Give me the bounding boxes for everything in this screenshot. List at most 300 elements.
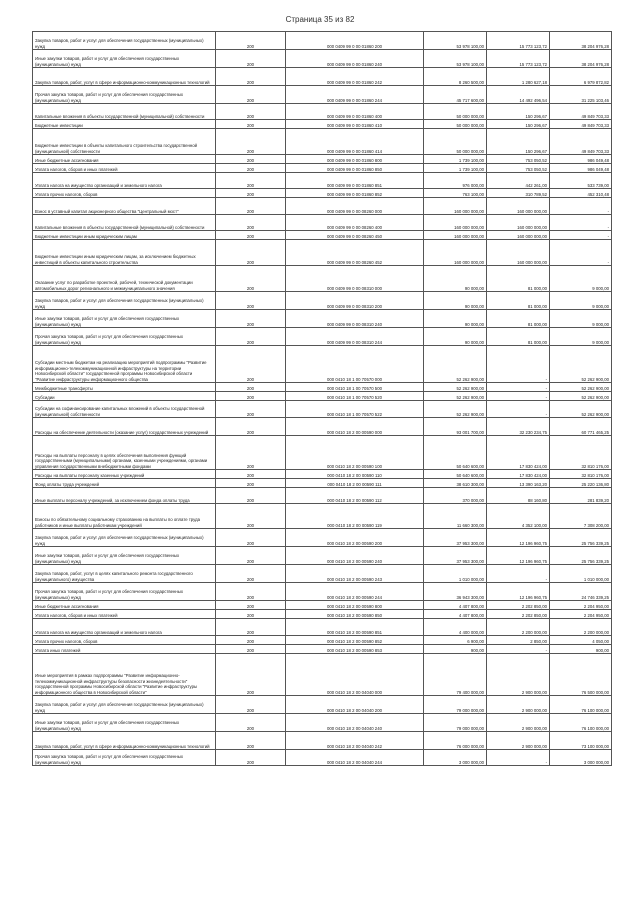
row-budget-code-cell: 000 0409 99 0 00 08260 452 [286, 240, 424, 266]
row-executed-amount-cell: 160 000 000,00 [487, 198, 550, 215]
row-name-cell: Закупка товаров, работ, услуг в сфере информационно-коммуникационных технологий [33, 68, 216, 86]
row-approved-amount-cell: 763 100,00 [424, 189, 487, 198]
row-executed-amount-cell: 12 196 960,75 [487, 583, 550, 601]
row-budget-code-cell: 000 0410 18 2 00 00590 243 [286, 565, 424, 583]
row-executed-amount-cell: - [487, 383, 550, 392]
row-approved-amount-cell: 4 407 800,00 [424, 601, 487, 610]
row-unexecuted-amount-cell: 7 308 200,00 [550, 504, 612, 529]
table-row [33, 479, 612, 488]
row-line-code-cell: 200 [216, 601, 286, 610]
row-budget-code-cell: 000 0409 99 0 00 08310 000 [286, 266, 424, 292]
row-approved-amount-cell: 52 262 900,00 [424, 401, 487, 418]
table-row [33, 328, 612, 346]
row-budget-code-cell: 000 0409 99 0 00 01860 851 [286, 173, 424, 189]
row-line-code-cell: 200 [216, 732, 286, 750]
table-row [33, 436, 612, 470]
row-executed-amount-cell: 15 773 123,72 [487, 50, 550, 68]
row-approved-amount-cell: 4 400 000,00 [424, 619, 487, 636]
row-name-cell: Прочая закупка товаров, работ и услуг для обеспечения государственных (муниципальных) нужд [33, 583, 216, 601]
row-approved-amount-cell: 976 000,00 [424, 173, 487, 189]
row-budget-code-cell: 000 0410 18 2 00 00590 851 [286, 619, 424, 636]
row-line-code-cell: 200 [216, 470, 286, 479]
table-row [33, 610, 612, 619]
row-unexecuted-amount-cell: 38 204 976,28 [550, 32, 612, 50]
row-line-code-cell: 200 [216, 645, 286, 654]
row-name-cell: Уплата иных платежей [33, 645, 216, 654]
row-unexecuted-amount-cell: 24 746 339,25 [550, 583, 612, 601]
row-executed-amount-cell: 13 390 163,20 [487, 479, 550, 488]
table-row [33, 266, 612, 292]
row-budget-code-cell: 000 0409 99 0 00 01860 414 [286, 129, 424, 155]
row-name-cell: Прочая закупка товаров, работ и услуг для обеспечения государственных (муниципальных) нужд [33, 86, 216, 104]
table-row [33, 50, 612, 68]
row-approved-amount-cell: 79 000 000,00 [424, 714, 487, 732]
table-row [33, 240, 612, 266]
row-line-code-cell: 200 [216, 173, 286, 189]
row-approved-amount-cell: 1 739 100,00 [424, 155, 487, 164]
row-line-code-cell: 200 [216, 189, 286, 198]
row-budget-code-cell: 000 0410 18 2 00 04040 240 [286, 714, 424, 732]
row-executed-amount-cell: 2 900 000,00 [487, 696, 550, 714]
row-budget-code-cell: 000 0410 18 2 00 00590 240 [286, 547, 424, 565]
row-name-cell: Уплата налога на имущество организаций и земельного налога [33, 173, 216, 189]
row-line-code-cell: 200 [216, 583, 286, 601]
row-name-cell: Иные закупки товаров, работ и услуг для обеспечения государственных (муниципальных) нужд [33, 50, 216, 68]
row-name-cell: Бюджетные инвестиции [33, 120, 216, 129]
row-unexecuted-amount-cell: 452 310,48 [550, 189, 612, 198]
row-executed-amount-cell: 160 000 000,00 [487, 240, 550, 266]
row-name-cell: Иные закупки товаров, работ и услуг для обеспечения государственных (муниципальных) нужд [33, 714, 216, 732]
table-row [33, 565, 612, 583]
row-budget-code-cell: 000 0409 99 0 00 01860 410 [286, 120, 424, 129]
row-unexecuted-amount-cell: 32 810 176,00 [550, 436, 612, 470]
row-unexecuted-amount-cell: 986 049,48 [550, 155, 612, 164]
row-approved-amount-cell: 50 640 600,00 [424, 436, 487, 470]
row-name-cell: Закупка товаров, работ, услуг в целях капитального ремонта государственного (муниципального) имущества [33, 565, 216, 583]
row-line-code-cell: 200 [216, 696, 286, 714]
row-approved-amount-cell: 37 953 300,00 [424, 529, 487, 547]
row-unexecuted-amount-cell: 49 849 703,33 [550, 129, 612, 155]
table-row [33, 164, 612, 173]
row-line-code-cell: 200 [216, 619, 286, 636]
row-unexecuted-amount-cell: - [550, 215, 612, 231]
row-executed-amount-cell: 17 830 424,00 [487, 436, 550, 470]
row-line-code-cell: 200 [216, 547, 286, 565]
row-name-cell: Закупка товаров, работ и услуг для обеспечения государственных (муниципальных) нужд [33, 696, 216, 714]
row-budget-code-cell: 000 0410 18 2 00 00590 100 [286, 436, 424, 470]
row-unexecuted-amount-cell: 52 262 900,00 [550, 392, 612, 401]
row-budget-code-cell: 000 0409 99 0 00 08260 400 [286, 215, 424, 231]
row-executed-amount-cell: 88 160,80 [487, 488, 550, 504]
row-approved-amount-cell: 1 010 000,00 [424, 565, 487, 583]
table-row [33, 129, 612, 155]
row-executed-amount-cell: 2 900 000,00 [487, 654, 550, 696]
row-unexecuted-amount-cell: 986 049,48 [550, 164, 612, 173]
row-unexecuted-amount-cell: 533 739,00 [550, 173, 612, 189]
table-row [33, 104, 612, 120]
row-budget-code-cell: 000 0410 18 2 00 04040 244 [286, 750, 424, 766]
row-approved-amount-cell: 90 000,00 [424, 292, 487, 310]
table-row [33, 86, 612, 104]
row-line-code-cell: 200 [216, 240, 286, 266]
row-executed-amount-cell: 310 789,52 [487, 189, 550, 198]
row-line-code-cell: 200 [216, 86, 286, 104]
row-budget-code-cell: 000 0410 18 2 00 04040 200 [286, 696, 424, 714]
row-budget-code-cell: 000 0409 99 0 00 08260 000 [286, 198, 424, 215]
row-approved-amount-cell: 76 000 000,00 [424, 732, 487, 750]
row-approved-amount-cell: 6 900,00 [424, 636, 487, 645]
row-approved-amount-cell: 52 262 900,00 [424, 392, 487, 401]
row-approved-amount-cell: 37 953 300,00 [424, 547, 487, 565]
row-executed-amount-cell: 753 050,52 [487, 164, 550, 173]
row-unexecuted-amount-cell: 25 220 136,80 [550, 479, 612, 488]
row-budget-code-cell: 000 0410 18 2 00 00590 853 [286, 645, 424, 654]
row-name-cell: Иные мероприятия в рамках подпрограммы "Развитие информационно-телекоммуникационной инфраструктуры безопасности жизнедеятельности" государственной программы Новосибирской области "Развитие инфраструктуры информационного общества в Новосибирской области" [33, 654, 216, 696]
row-line-code-cell: 200 [216, 292, 286, 310]
row-line-code-cell: 200 [216, 714, 286, 732]
row-executed-amount-cell: 81 000,00 [487, 266, 550, 292]
row-executed-amount-cell: 2 900 000,00 [487, 714, 550, 732]
row-budget-code-cell: 000 0410 18 2 00 00590 800 [286, 601, 424, 610]
row-approved-amount-cell: 160 000 000,00 [424, 240, 487, 266]
row-executed-amount-cell: 15 773 123,72 [487, 32, 550, 50]
row-name-cell: Капитальные вложения в объекты государственной (муниципальной) собственности [33, 104, 216, 120]
row-executed-amount-cell: 81 000,00 [487, 292, 550, 310]
row-budget-code-cell: 000 0410 18 1 00 70570 000 [286, 346, 424, 383]
row-budget-code-cell: 000 0410 18 1 00 70570 520 [286, 392, 424, 401]
row-unexecuted-amount-cell: 76 100 000,00 [550, 714, 612, 732]
row-line-code-cell: 200 [216, 488, 286, 504]
row-name-cell: Иные закупки товаров, работ и услуг для обеспечения государственных (муниципальных) нужд [33, 547, 216, 565]
row-budget-code-cell: 000 0409 99 0 00 08260 450 [286, 231, 424, 240]
table-row [33, 173, 612, 189]
row-executed-amount-cell: 150 296,67 [487, 129, 550, 155]
table-row [33, 601, 612, 610]
row-line-code-cell: 200 [216, 401, 286, 418]
table-row [33, 583, 612, 601]
row-approved-amount-cell: 50 640 600,00 [424, 470, 487, 479]
row-unexecuted-amount-cell: - [550, 198, 612, 215]
table-row [33, 714, 612, 732]
row-name-cell: Уплата налогов, сборов и иных платежей [33, 610, 216, 619]
row-line-code-cell: 200 [216, 32, 286, 50]
table-row [33, 68, 612, 86]
row-budget-code-cell: 000 0410 18 2 00 04040 242 [286, 732, 424, 750]
row-line-code-cell: 200 [216, 50, 286, 68]
row-executed-amount-cell: 2 202 850,00 [487, 601, 550, 610]
row-name-cell: Бюджетные инвестиции иным юридическим лицам [33, 231, 216, 240]
row-unexecuted-amount-cell: 9 000,00 [550, 266, 612, 292]
table-row [33, 198, 612, 215]
row-name-cell: Иные бюджетные ассигнования [33, 155, 216, 164]
row-executed-amount-cell: 81 000,00 [487, 310, 550, 328]
row-executed-amount-cell: 2 200 000,00 [487, 619, 550, 636]
row-executed-amount-cell: - [487, 645, 550, 654]
row-unexecuted-amount-cell: 281 839,20 [550, 488, 612, 504]
row-line-code-cell: 200 [216, 346, 286, 383]
row-executed-amount-cell: 2 202 850,00 [487, 610, 550, 619]
table-body [33, 32, 612, 766]
row-budget-code-cell: 000 0409 99 0 00 01860 242 [286, 68, 424, 86]
row-unexecuted-amount-cell: - [550, 240, 612, 266]
row-unexecuted-amount-cell: 60 771 465,25 [550, 418, 612, 436]
row-line-code-cell: 200 [216, 436, 286, 470]
row-approved-amount-cell: 50 000 000,00 [424, 104, 487, 120]
row-name-cell: Закупка товаров, работ и услуг для обеспечения государственных (муниципальных) нужд [33, 292, 216, 310]
table-row [33, 231, 612, 240]
row-approved-amount-cell: 53 978 100,00 [424, 50, 487, 68]
row-name-cell: Закупка товаров, работ и услуг для обеспечения государственных (муниципальных) нужд [33, 32, 216, 50]
table-row [33, 120, 612, 129]
row-executed-amount-cell: 753 050,52 [487, 155, 550, 164]
row-approved-amount-cell: 38 610 300,00 [424, 479, 487, 488]
row-unexecuted-amount-cell: 32 810 176,00 [550, 470, 612, 479]
row-name-cell: Прочая закупка товаров, работ и услуг для обеспечения государственных (муниципальных) нужд [33, 750, 216, 766]
row-executed-amount-cell: 160 000 000,00 [487, 231, 550, 240]
budget-execution-table [32, 31, 612, 766]
row-budget-code-cell: 000 0410 18 2 00 00590 000 [286, 418, 424, 436]
table-row [33, 189, 612, 198]
row-name-cell: Расходы на обеспечение деятельности (оказание услуг) государственных учреждений [33, 418, 216, 436]
row-approved-amount-cell: 52 262 900,00 [424, 383, 487, 392]
row-unexecuted-amount-cell: 3 000 000,00 [550, 750, 612, 766]
row-line-code-cell: 200 [216, 392, 286, 401]
row-name-cell: Оказание услуг по разработке проектной, рабочей, технической документации автомобильных дорог регионального и межмуниципального значения [33, 266, 216, 292]
row-name-cell: Расходы на выплаты персоналу казенных учреждений [33, 470, 216, 479]
row-name-cell: Взнос в уставный капитал акционерного общества "Центральный мост" [33, 198, 216, 215]
row-budget-code-cell: 000 0410 18 2 00 00590 852 [286, 636, 424, 645]
row-name-cell: Иные выплаты персоналу учреждений, за исключением фонда оплаты труда [33, 488, 216, 504]
row-approved-amount-cell: 50 000 000,00 [424, 129, 487, 155]
row-line-code-cell: 200 [216, 418, 286, 436]
row-executed-amount-cell: 442 261,00 [487, 173, 550, 189]
row-executed-amount-cell: - [487, 401, 550, 418]
table-row [33, 292, 612, 310]
table-row [33, 750, 612, 766]
row-unexecuted-amount-cell: 9 000,00 [550, 292, 612, 310]
row-line-code-cell: 200 [216, 504, 286, 529]
row-line-code-cell: 200 [216, 266, 286, 292]
row-unexecuted-amount-cell: 2 200 000,00 [550, 619, 612, 636]
row-name-cell: Субсидии [33, 392, 216, 401]
row-approved-amount-cell: 370 000,00 [424, 488, 487, 504]
row-unexecuted-amount-cell: 76 100 000,00 [550, 696, 612, 714]
row-approved-amount-cell: 79 000 000,00 [424, 696, 487, 714]
row-line-code-cell: 200 [216, 215, 286, 231]
row-name-cell: Иные бюджетные ассигнования [33, 601, 216, 610]
row-unexecuted-amount-cell: 2 204 950,00 [550, 610, 612, 619]
row-name-cell: Закупка товаров, работ, услуг в сфере информационно-коммуникационных технологий [33, 732, 216, 750]
row-approved-amount-cell: 160 000 000,00 [424, 215, 487, 231]
row-line-code-cell: 200 [216, 129, 286, 155]
row-budget-code-cell: 000 0410 18 2 00 00590 119 [286, 504, 424, 529]
row-unexecuted-amount-cell: 1 010 000,00 [550, 565, 612, 583]
page-number-header: Страница 35 из 82 [285, 15, 355, 24]
row-name-cell: Межбюджетные трансферты [33, 383, 216, 392]
row-executed-amount-cell: 150 296,67 [487, 120, 550, 129]
row-unexecuted-amount-cell: 49 849 703,33 [550, 104, 612, 120]
table-row [33, 732, 612, 750]
row-approved-amount-cell: 79 400 000,00 [424, 654, 487, 696]
row-unexecuted-amount-cell: 52 262 900,00 [550, 401, 612, 418]
row-executed-amount-cell: - [487, 565, 550, 583]
row-approved-amount-cell: 90 000,00 [424, 328, 487, 346]
row-budget-code-cell: 000 0410 18 2 00 00590 110 [286, 470, 424, 479]
row-unexecuted-amount-cell: 900,00 [550, 645, 612, 654]
row-unexecuted-amount-cell: 52 262 900,00 [550, 346, 612, 383]
row-line-code-cell: 200 [216, 104, 286, 120]
row-name-cell: Уплата налога на имущество организаций и земельного налога [33, 619, 216, 636]
row-name-cell: Уплата прочих налогов, сборов [33, 189, 216, 198]
row-name-cell: Субсидии на софинансирование капитальных вложений в объекты государственной (муниципальной) собственности [33, 401, 216, 418]
row-budget-code-cell: 000 0409 99 0 00 01860 200 [286, 32, 424, 50]
row-budget-code-cell: 000 0409 99 0 00 01860 800 [286, 155, 424, 164]
row-name-cell: Бюджетные инвестиции иным юридическим лицам, за исключением бюджетных инвестиций в объекты капитального строительства [33, 240, 216, 266]
table-row [33, 392, 612, 401]
row-executed-amount-cell: 1 280 627,18 [487, 68, 550, 86]
row-unexecuted-amount-cell: 52 262 900,00 [550, 383, 612, 392]
row-approved-amount-cell: 45 717 600,00 [424, 86, 487, 104]
row-unexecuted-amount-cell: 38 204 976,28 [550, 50, 612, 68]
row-unexecuted-amount-cell: 9 000,00 [550, 328, 612, 346]
row-approved-amount-cell: 93 001 700,00 [424, 418, 487, 436]
row-unexecuted-amount-cell: 31 225 103,46 [550, 86, 612, 104]
row-unexecuted-amount-cell: 6 979 872,82 [550, 68, 612, 86]
row-line-code-cell: 200 [216, 654, 286, 696]
table-row [33, 619, 612, 636]
row-executed-amount-cell: 4 352 100,00 [487, 504, 550, 529]
row-name-cell: Субсидии местным бюджетам на реализацию мероприятий подпрограммы "Развитие информационно-телекоммуникационной инфраструктуры на территории Новосибирской области" государственной программы Новосибирской области "Развитие инфраструктуры информационного общества [33, 346, 216, 383]
row-executed-amount-cell: - [487, 392, 550, 401]
row-unexecuted-amount-cell: 25 756 339,25 [550, 547, 612, 565]
row-line-code-cell: 200 [216, 68, 286, 86]
row-budget-code-cell: 000 0410 18 2 00 00590 111 [286, 479, 424, 488]
row-unexecuted-amount-cell: 73 100 000,00 [550, 732, 612, 750]
row-budget-code-cell: 000 0410 18 1 00 70570 522 [286, 401, 424, 418]
row-budget-code-cell: 000 0409 99 0 00 01860 850 [286, 164, 424, 173]
row-line-code-cell: 200 [216, 383, 286, 392]
row-name-cell: Расходы на выплаты персоналу в целях обеспечения выполнения функций государственными (муниципальными) органами, казенными учреждениями, органами управления государственными внебюджетными фондами [33, 436, 216, 470]
row-approved-amount-cell: 52 262 900,00 [424, 346, 487, 383]
row-line-code-cell: 200 [216, 231, 286, 240]
row-name-cell: Иные закупки товаров, работ и услуг для обеспечения государственных (муниципальных) нужд [33, 310, 216, 328]
row-budget-code-cell: 000 0410 18 1 00 70570 500 [286, 383, 424, 392]
row-executed-amount-cell: 2 850,00 [487, 636, 550, 645]
row-line-code-cell: 200 [216, 479, 286, 488]
row-approved-amount-cell: 53 978 100,00 [424, 32, 487, 50]
row-executed-amount-cell: 14 492 496,54 [487, 86, 550, 104]
row-budget-code-cell: 000 0409 99 0 00 08310 200 [286, 292, 424, 310]
table-row [33, 310, 612, 328]
row-name-cell: Капитальные вложения в объекты государственной (муниципальной) собственности [33, 215, 216, 231]
row-unexecuted-amount-cell: 9 000,00 [550, 310, 612, 328]
table-row [33, 696, 612, 714]
row-executed-amount-cell: 2 900 000,00 [487, 732, 550, 750]
row-line-code-cell: 200 [216, 198, 286, 215]
row-name-cell: Взносы по обязательному социальному страхованию на выплаты по оплате труда работников и иные выплаты работникам учреждений [33, 504, 216, 529]
row-line-code-cell: 200 [216, 328, 286, 346]
row-unexecuted-amount-cell: 25 756 339,25 [550, 529, 612, 547]
row-executed-amount-cell: 160 000 000,00 [487, 215, 550, 231]
row-budget-code-cell: 000 0410 18 2 00 00590 200 [286, 529, 424, 547]
row-budget-code-cell: 000 0410 18 2 00 00590 244 [286, 583, 424, 601]
row-executed-amount-cell: 81 000,00 [487, 328, 550, 346]
row-approved-amount-cell: 50 000 000,00 [424, 120, 487, 129]
row-budget-code-cell: 000 0409 99 0 00 01860 240 [286, 50, 424, 68]
row-executed-amount-cell: 12 196 960,75 [487, 547, 550, 565]
row-unexecuted-amount-cell: 49 849 703,33 [550, 120, 612, 129]
row-line-code-cell: 200 [216, 565, 286, 583]
row-approved-amount-cell: 90 000,00 [424, 266, 487, 292]
table-row [33, 155, 612, 164]
row-approved-amount-cell: 4 407 800,00 [424, 610, 487, 619]
row-executed-amount-cell: - [487, 346, 550, 383]
row-budget-code-cell: 000 0409 99 0 00 01860 852 [286, 189, 424, 198]
row-line-code-cell: 200 [216, 155, 286, 164]
row-line-code-cell: 200 [216, 310, 286, 328]
row-executed-amount-cell: 12 196 960,75 [487, 529, 550, 547]
row-approved-amount-cell: 11 660 300,00 [424, 504, 487, 529]
table-row [33, 32, 612, 50]
table-row [33, 346, 612, 383]
row-approved-amount-cell: 900,00 [424, 645, 487, 654]
row-name-cell: Закупка товаров, работ и услуг для обеспечения государственных (муниципальных) нужд [33, 529, 216, 547]
row-budget-code-cell: 000 0409 99 0 00 01860 244 [286, 86, 424, 104]
row-budget-code-cell: 000 0409 99 0 00 08310 244 [286, 328, 424, 346]
row-unexecuted-amount-cell: - [550, 231, 612, 240]
table-row [33, 636, 612, 645]
table-row [33, 470, 612, 479]
table-row [33, 547, 612, 565]
row-approved-amount-cell: 160 000 000,00 [424, 198, 487, 215]
row-budget-code-cell: 000 0410 18 2 00 00590 850 [286, 610, 424, 619]
row-line-code-cell: 200 [216, 164, 286, 173]
row-line-code-cell: 200 [216, 636, 286, 645]
table-row [33, 401, 612, 418]
table-row [33, 418, 612, 436]
row-unexecuted-amount-cell: 2 204 950,00 [550, 601, 612, 610]
table-row [33, 383, 612, 392]
row-line-code-cell: 200 [216, 610, 286, 619]
row-name-cell: Уплата прочих налогов, сборов [33, 636, 216, 645]
row-name-cell: Фонд оплаты труда учреждений [33, 479, 216, 488]
row-line-code-cell: 200 [216, 750, 286, 766]
row-approved-amount-cell: 3 000 000,00 [424, 750, 487, 766]
row-approved-amount-cell: 160 000 000,00 [424, 231, 487, 240]
table-row [33, 654, 612, 696]
row-executed-amount-cell: 32 230 234,75 [487, 418, 550, 436]
row-line-code-cell: 200 [216, 120, 286, 129]
row-name-cell: Прочая закупка товаров, работ и услуг для обеспечения государственных (муниципальных) нужд [33, 328, 216, 346]
table-row [33, 504, 612, 529]
row-unexecuted-amount-cell: 4 050,00 [550, 636, 612, 645]
row-approved-amount-cell: 1 739 100,00 [424, 164, 487, 173]
row-name-cell: Уплата налогов, сборов и иных платежей [33, 164, 216, 173]
row-executed-amount-cell: 150 296,67 [487, 104, 550, 120]
row-budget-code-cell: 000 0410 18 2 00 00590 112 [286, 488, 424, 504]
row-executed-amount-cell: - [487, 750, 550, 766]
table-row [33, 488, 612, 504]
row-budget-code-cell: 000 0410 18 2 00 04040 000 [286, 654, 424, 696]
row-budget-code-cell: 000 0409 99 0 00 01860 400 [286, 104, 424, 120]
row-executed-amount-cell: 17 830 424,00 [487, 470, 550, 479]
row-approved-amount-cell: 8 260 500,00 [424, 68, 487, 86]
row-line-code-cell: 200 [216, 529, 286, 547]
table-row [33, 645, 612, 654]
table-row [33, 529, 612, 547]
table-row [33, 215, 612, 231]
row-approved-amount-cell: 90 000,00 [424, 310, 487, 328]
